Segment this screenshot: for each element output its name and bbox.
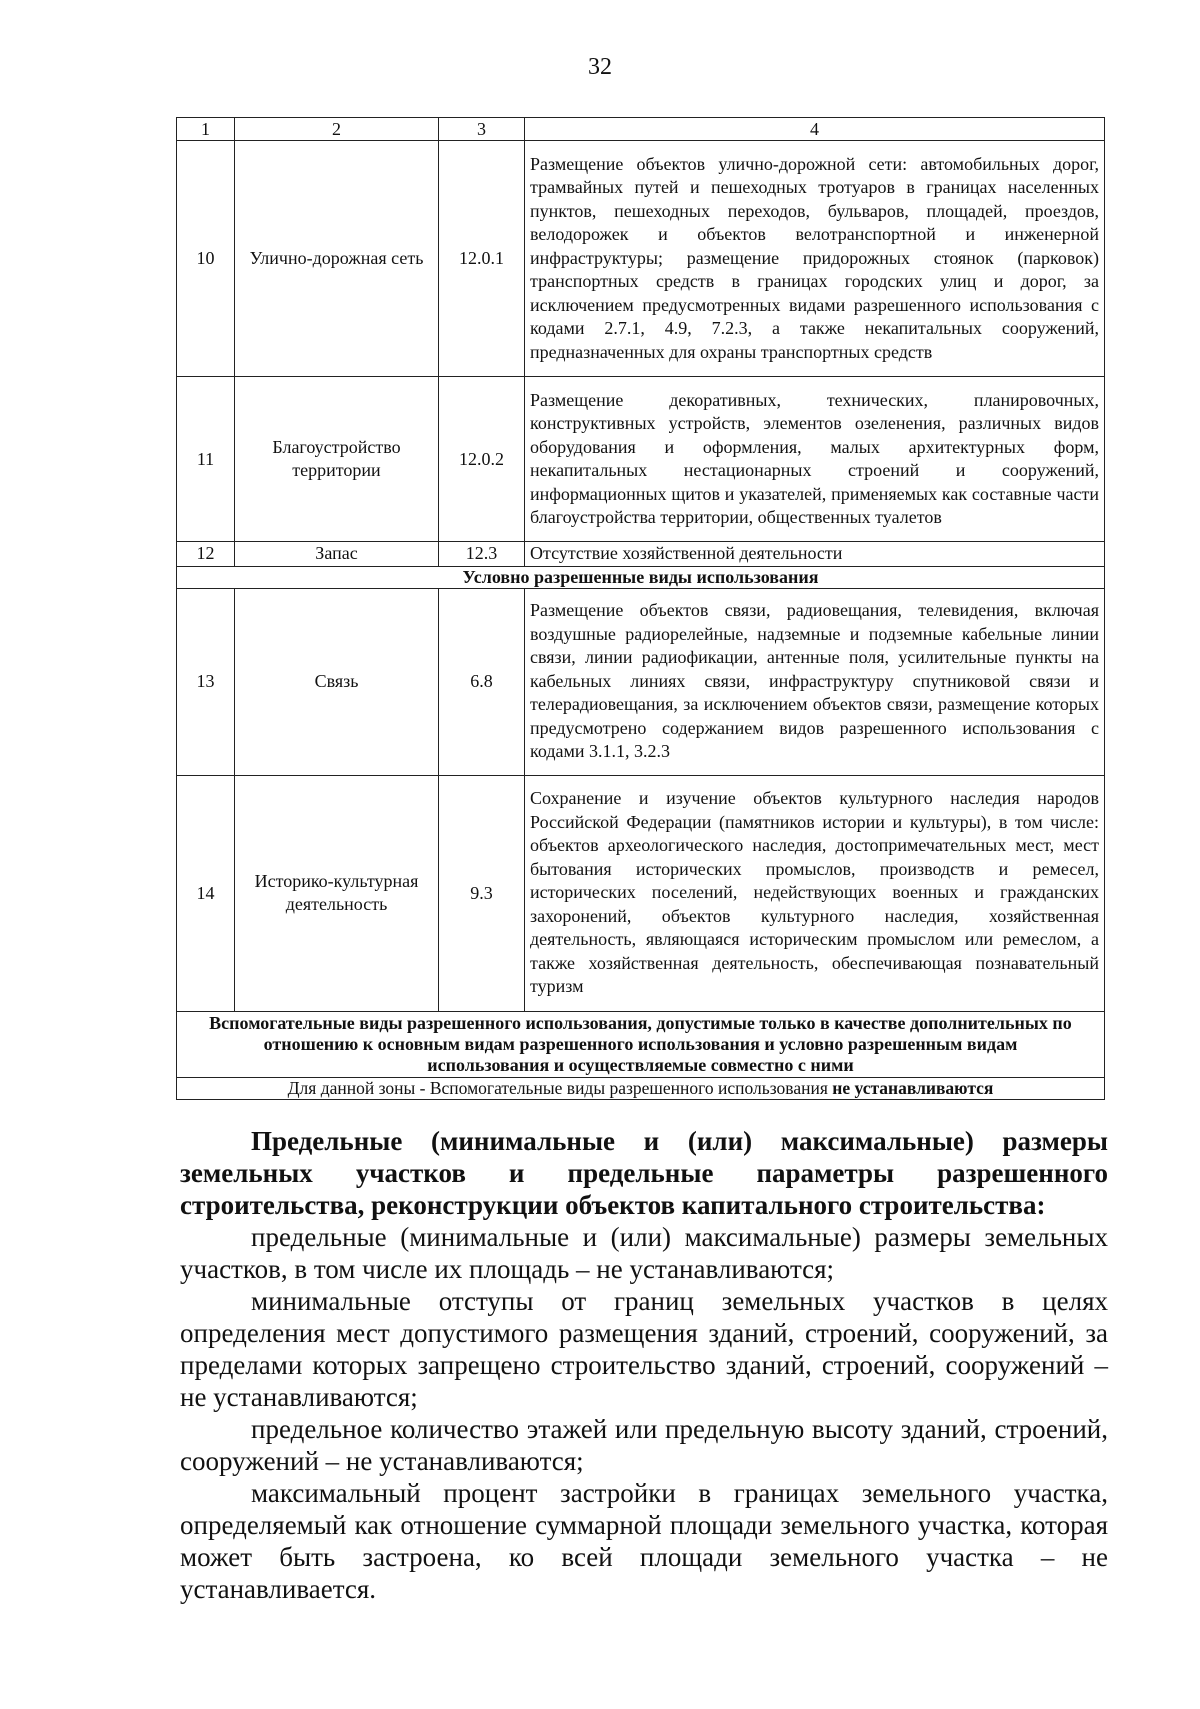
table-header-row [177,118,1105,141]
header-cell: 3 [439,118,525,141]
section-title: Условно разрешенные виды использования [177,566,1105,588]
use-name: Связь [235,588,439,775]
use-description: Сохранение и изучение объектов культурного наследия народов Российской Федерации (памятников истории и культуры), в том числе: объектов археологического наследия, достопримечательных мест, мест бытования исторических промыслов, производств и ремесел, исторических поселений, недействующих военных и гражданских захоронений, объектов культурного наследия, хозяйственная деятельность, являющаяся историческим промыслом или ремеслом, а также хозяйственная деятельность, обеспечивающая познавательный туризм [525,775,1105,1011]
header-cell: 4 [525,118,1105,141]
use-description: Размещение объектов связи, радиовещания, телевидения, включая воздушные радиорелейные, надземные и подземные кабельные линии связи, линии радиофикации, антенные поля, усилительные пункты на кабельных линиях связи, инфраструктуру спутниковой связи и телерадиовещания, за исключением объектов связи, размещение которых предусмотрено содержанием видов разрешенного использования с кодами 3.1.1, 3.2.3 [525,588,1105,775]
use-description: Отсутствие хозяйственной деятельности [525,542,1105,567]
section-heading: Предельные (минимальные и (или) максимальные) размеры земельных участков и предельные параметры разрешенного строительства, реконструкции объектов капитального строительства: [180,1126,1108,1220]
table-row [177,542,1105,567]
row-number: 14 [177,775,235,1011]
use-name: Запас [235,542,439,567]
use-description: Размещение объектов улично-дорожной сети: автомобильных дорог, трамвайных путей и пешеходных тротуаров в границах населенных пунктов, пешеходных переходов, бульваров, площадей, проездов, велодорожек и объектов велотранспортной и инженерной инфраструктуры; размещение придорожных стоянок (парковок) транспортных средств в границах городских улиц и дорог, за исключением предусмотренных видами разрешенного использования с кодами 2.7.1, 4.9, 7.2.3, а также некапитальных сооружений, предназначенных для охраны транспортных средств [525,141,1105,377]
use-code: 12.0.1 [439,141,525,377]
table-row [177,377,1105,542]
paragraph: минимальные отступы от границ земельных участков в целях определения мест допустимого размещения зданий, строений, сооружений, за пределами которых запрещено строительство зданий, строений, сооружений – не устанавливаются; [180,1286,1108,1412]
paragraph: предельные (минимальные и (или) максимальные) размеры земельных участков, в том числе их площадь – не устанавливаются; [180,1222,1108,1284]
use-code: 12.0.2 [439,377,525,542]
table-row [177,588,1105,775]
use-name: Благоустройство территории [235,377,439,542]
row-number: 12 [177,542,235,567]
use-code: 6.8 [439,588,525,775]
header-cell: 2 [235,118,439,141]
zone-note-text: Для данной зоны - Вспомогательные виды разрешенного использования [287,1078,833,1098]
section-title: Вспомогательные виды разрешенного использования, допустимые только в качестве дополнительных по отношению к основным видам разрешенного использования и условно разрешенным видам использования и осуществляемые совместно с ними [177,1011,1105,1077]
row-number: 13 [177,588,235,775]
section-auxiliary-row [177,1011,1105,1077]
header-cell: 1 [177,118,235,141]
use-name: Историко-культурная деятельность [235,775,439,1011]
zone-note-bold: не устанавливаются [832,1078,994,1098]
zone-note [177,1077,1105,1099]
row-number: 10 [177,141,235,377]
paragraph: предельное количество этажей или предельную высоту зданий, строений, сооружений – не устанавливаются; [180,1414,1108,1476]
table-row [177,141,1105,377]
table-row [177,775,1105,1011]
use-code: 12.3 [439,542,525,567]
land-use-table [176,117,1105,1100]
use-name: Улично-дорожная сеть [235,141,439,377]
paragraph: максимальный процент застройки в границах земельного участка, определяемый как отношение суммарной площади земельного участка, которая может быть застроена, ко всей площади земельного участка – не устанавливается. [180,1478,1108,1604]
row-number: 11 [177,377,235,542]
section-conditional-row [177,566,1105,588]
body-text [180,1125,1108,1605]
zone-note-row [177,1077,1105,1099]
use-description: Размещение декоративных, технических, планировочных, конструктивных устройств, элементов озеленения, различных видов оборудования и оформления, малых архитектурных форм, некапитальных нестационарных строений и сооружений, информационных щитов и указателей, применяемых как составные части благоустройства территории, общественных туалетов [525,377,1105,542]
page-number: 32 [588,54,612,80]
use-code: 9.3 [439,775,525,1011]
